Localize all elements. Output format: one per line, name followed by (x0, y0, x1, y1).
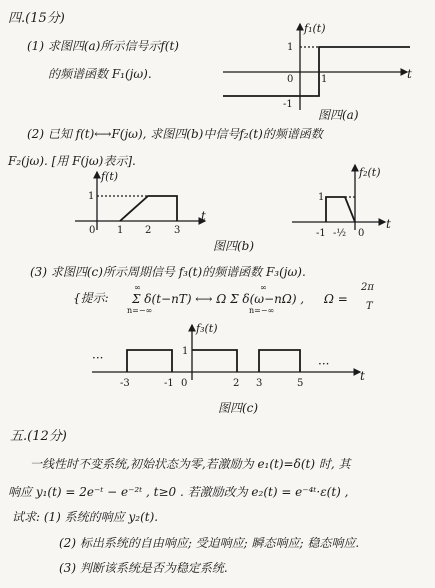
fig-b1-tick-x2: 2 (145, 225, 152, 236)
hint-sum-top-1: ∞ (134, 283, 141, 292)
s5-intro1: 一线性时不变系统,初始状态为零,若激励为 e₁(t)=δ(t) 时, 其 (30, 457, 351, 471)
q1-line2: 的频谱函数 F₁(jω). (48, 67, 152, 81)
fig-c-tick-x4: 3 (256, 378, 263, 389)
hint-formula: Σ δ(t−nT) ⟷ Ω Σ δ(ω−nΩ) , (132, 292, 305, 306)
fig-a-tick-pos: 1 (287, 42, 294, 53)
fig-c-tick-x3: 2 (233, 378, 240, 389)
q2-line2: F₂(jω). [用 F(jω)表示]. (8, 154, 136, 168)
q3-line1: (3) 求图四(c)所示周期信号 f₃(t)的频谱函数 F₃(jω). (30, 265, 306, 279)
fig-c-tick-x5: 5 (297, 378, 304, 389)
hint-limits-1: n=−∞ (127, 306, 153, 315)
fig-b2-tick-y: 1 (318, 192, 325, 203)
figure-a (223, 24, 410, 110)
fig-c-dots-right: ··· (318, 357, 330, 371)
fig-b2-signal (326, 197, 355, 222)
fig-b1-xlabel: t (201, 209, 206, 223)
fig-b2-xlabel: t (386, 217, 391, 231)
fig-b2-tick-x1: -½ (333, 228, 347, 239)
s5-item1: 试求: (1) 系统的响应 y₂(t). (12, 510, 159, 524)
fig-a-caption: 图四(a) (318, 108, 359, 122)
fig-b1-ylabel: f(t) (101, 170, 119, 183)
fig-c-caption: 图四(c) (218, 401, 259, 415)
fig-b-caption: 图四(b) (213, 239, 255, 253)
fig-c-pulse-3 (259, 350, 300, 372)
hint-den: T (366, 301, 373, 312)
s5-intro2: 响应 y₁(t) = 2e⁻ᵗ − e⁻²ᵗ , t≥0 . 若激励改为 e₂(t) = e⁻⁴ᵗ·ε(t) , (8, 485, 349, 499)
fig-b1-tick-x3: 3 (174, 225, 181, 236)
section4-header: 四.(15分) (8, 11, 65, 26)
hint-prefix: {提示: (73, 291, 109, 305)
fig-c-tick-x1: -1 (164, 378, 174, 389)
fig-c-tick-x0: -3 (120, 378, 130, 389)
fig-c-tick-x2: 0 (181, 378, 188, 389)
hint-sum-top-2: ∞ (260, 283, 267, 292)
s5-item2: (2) 标出系统的自由响应; 受迫响应; 瞬态响应; 稳态响应. (59, 536, 360, 550)
fig-a-ylabel: f₁(t) (304, 22, 326, 35)
fig-b1-signal (120, 196, 177, 221)
fig-c-pulse-1 (127, 350, 172, 372)
q1-line1: (1) 求图四(a)所示信号示f(t) (27, 39, 179, 53)
fig-c-tick-y: 1 (182, 346, 189, 357)
s5-item3: (3) 判断该系统是否为稳定系统. (59, 561, 228, 575)
fig-b2-tick-x0: -1 (316, 228, 326, 239)
fig-b2-tick-x2: 0 (358, 228, 365, 239)
fig-c-pulse-2 (192, 350, 237, 372)
hint-num: 2π (361, 282, 374, 293)
figure-c (92, 325, 360, 380)
fig-a-tick-x: 1 (321, 74, 328, 85)
hint-omega: Ω = (324, 292, 348, 306)
fig-c-dots-left: ··· (92, 351, 104, 365)
fig-c-xlabel: t (360, 369, 365, 383)
fig-b2-ylabel: f₂(t) (359, 166, 381, 179)
fig-a-origin: 0 (287, 74, 294, 85)
hint-limits-2: n=−∞ (249, 306, 275, 315)
fig-b1-tick-x1: 1 (117, 225, 124, 236)
fig-b1-tick-x0: 0 (89, 225, 96, 236)
q2-line1: (2) 已知 f(t)⟷F(jω), 求图四(b)中信号f₂(t)的频谱函数 (27, 127, 323, 141)
fig-b1-tick-y: 1 (88, 191, 95, 202)
fig-a-xlabel: t (407, 67, 412, 81)
fig-c-ylabel: f₃(t) (196, 322, 218, 335)
fig-a-tick-neg: -1 (283, 99, 293, 110)
section5-header: 五.(12分) (10, 429, 67, 444)
figure-b1 (75, 172, 205, 230)
